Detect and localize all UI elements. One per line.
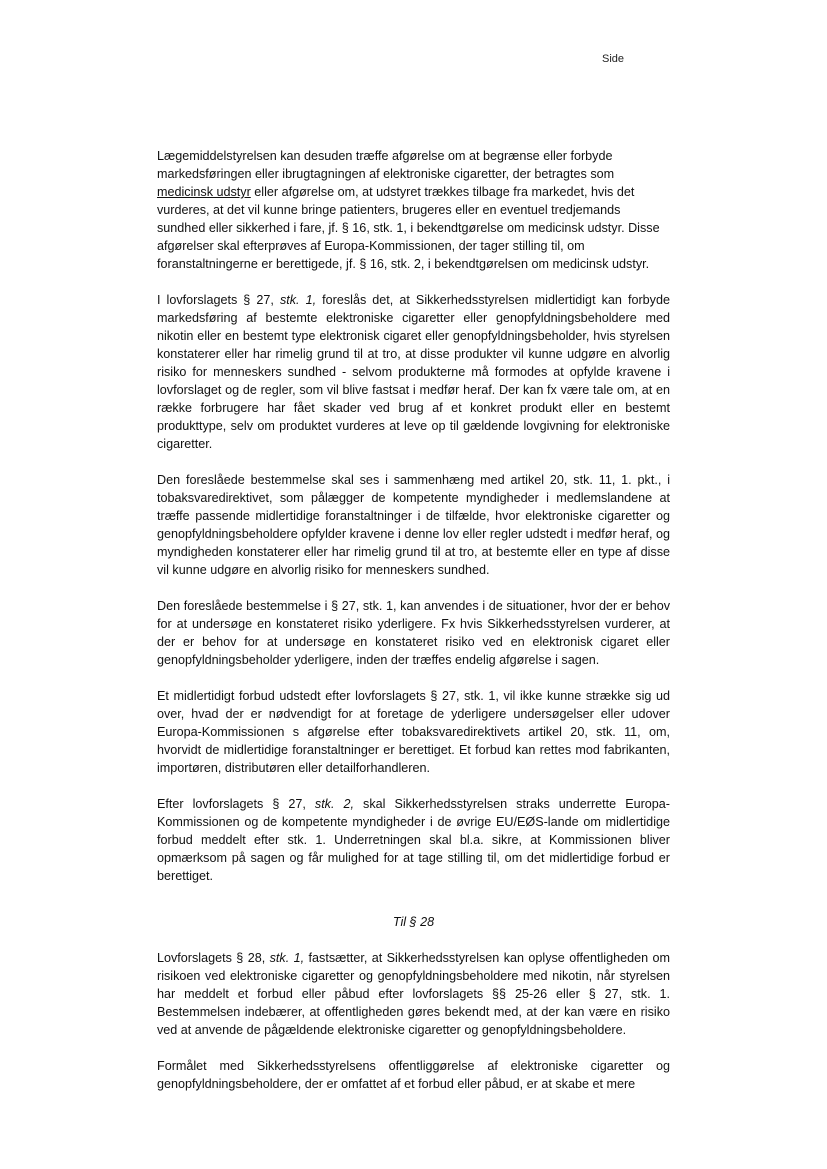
paragraph-publication-purpose: Formålet med Sikkerhedsstyrelsens offentliggørelse af elektroniske cigaretter og genopfyldningsbeholdere, der er omfattet af et forbud eller påbud, er at skabe et mere: [157, 1059, 670, 1091]
paragraph-usage-situations: Den foreslåede bestemmelse i § 27, stk. 1, kan anvendes i de situationer, hvor der er behov for at undersøge en konstateret risiko yderligere. Fx hvis Sikkerhedsstyrelsen vurderer, at der er behov for at undersøge en konstateret risiko ved en elektronisk cigaret eller genopfyldningsbeholder yderligere, inden der træffes endelig afgørelse i sagen.: [157, 599, 670, 667]
medical-device-link[interactable]: medicinsk udstyr: [157, 185, 251, 199]
paragraph-section-27-stk2: Efter lovforslagets § 27, stk. 2, skal Sikkerhedsstyrelsen straks underrette Europa-Kommissionen og de kompetente myndigheder i de øvrige EU/EØS-lande om midlertidige forbud meddelt efter stk. 1. Underretningen skal bl.a. sikre, at Kommissionen bliver opmærksom på sagen og får mulighed for at tage stilling til, om det midlertidige forbud er berettiget.: [157, 797, 671, 883]
document-body: [157, 147, 670, 1111]
page-label: Side: [602, 53, 625, 65]
section-heading: Til § 28: [392, 915, 435, 929]
paragraph-section-28-stk1: Lovforslagets § 28, stk. 1, fastsætter, at Sikkerhedsstyrelsen kan oplyse offentligheden om risikoen ved elektroniske cigaretter og genopfyldningsbeholdere med nikotin, når styrelsen har meddelt et forbud eller påbud efter lovforslagets §§ 25-26 eller § 27, stk. 1. Bestemmelsen indebærer, at offentligheden gøres bekendt med, at der kan være en risiko ved at anvende de pågældende elektroniske cigaretter og genopfyldningsbeholdere.: [157, 951, 671, 1037]
paragraph-directive-context: Den foreslåede bestemmelse skal ses i sammenhæng med artikel 20, stk. 11, 1. pkt., i tobaksvaredirektivet, som pålægger de kompetente myndigheder i medlemslandene at træffe passende midlertidige foranstaltninger i de tilfælde, hvor elektroniske cigaretter og genopfyldningsbeholdere opfylder kravene i denne lov eller regler udstedt i medfør heraf, og myndigheden konstaterer eller har rimelig grund til at tro, at bestemte eller en type af disse vil kunne udgøre en alvorlig risiko for menneskers sundhed.: [157, 473, 670, 577]
paragraph-medical-device: Lægemiddelstyrelsen kan desuden træffe afgørelse om at begrænse eller forbyde markedsføringen eller ibrugtagningen af elektroniske cigaretter, der betragtes som medicinsk udstyr eller afgørelse om, at udstyret trækkes tilbage fra markedet, hvis det vurderes, at det vil kunne bringe patienters, brugeres eller en eventuel tredjemands sundhed eller sikkerhed i fare, jf. § 16, stk. 1, i bekendtgørelse om medicinsk udstyr. Disse afgørelser skal efterprøves af Europa-Kommissionen, der tager stilling til, om foranstaltningerne er berettigede, jf. § 16, stk. 2, i bekendtgørelsen om medicinsk udstyr.: [157, 149, 660, 271]
paragraph-section-27-stk1: I lovforslagets § 27, stk. 1, foreslås det, at Sikkerhedsstyrelsen midlertidigt kan forbyde markedsføring af bestemte elektroniske cigaretter eller genopfyldningsbeholdere med nikotin eller en bestemt type elektronisk cigaret eller genopfyldningsbeholder, hvis styrelsen konstaterer eller har rimelig grund til at tro, at disse produkter vil kunne udgøre en alvorlig risiko for menneskers sundhed - selvom produkterne må formodes at opfylde kravene i lovforslaget og de regler, som vil blive fastsat i medfør heraf. Der kan fx være tale om, at en række forbrugere har fået skader ved brug af et konkret produkt eller en bestemt produkttype, selv om produktet vurderes at leve op til gældende lovgivning for elektroniske cigaretter.: [157, 293, 670, 451]
paragraph-temporary-ban: Et midlertidigt forbud udstedt efter lovforslagets § 27, stk. 1, vil ikke kunne strække sig ud over, hvad der er nødvendigt for at foretage de yderligere undersøgelser eller udover Europa-Kommissionen s afgørelse efter tobaksvaredirektivets artikel 20, stk. 11, om, hvorvidt de midlertidige foranstaltninger er berettiget. Et forbud kan rettes mod fabrikanten, importøren, distributøren eller detailforhandleren.: [157, 689, 670, 775]
